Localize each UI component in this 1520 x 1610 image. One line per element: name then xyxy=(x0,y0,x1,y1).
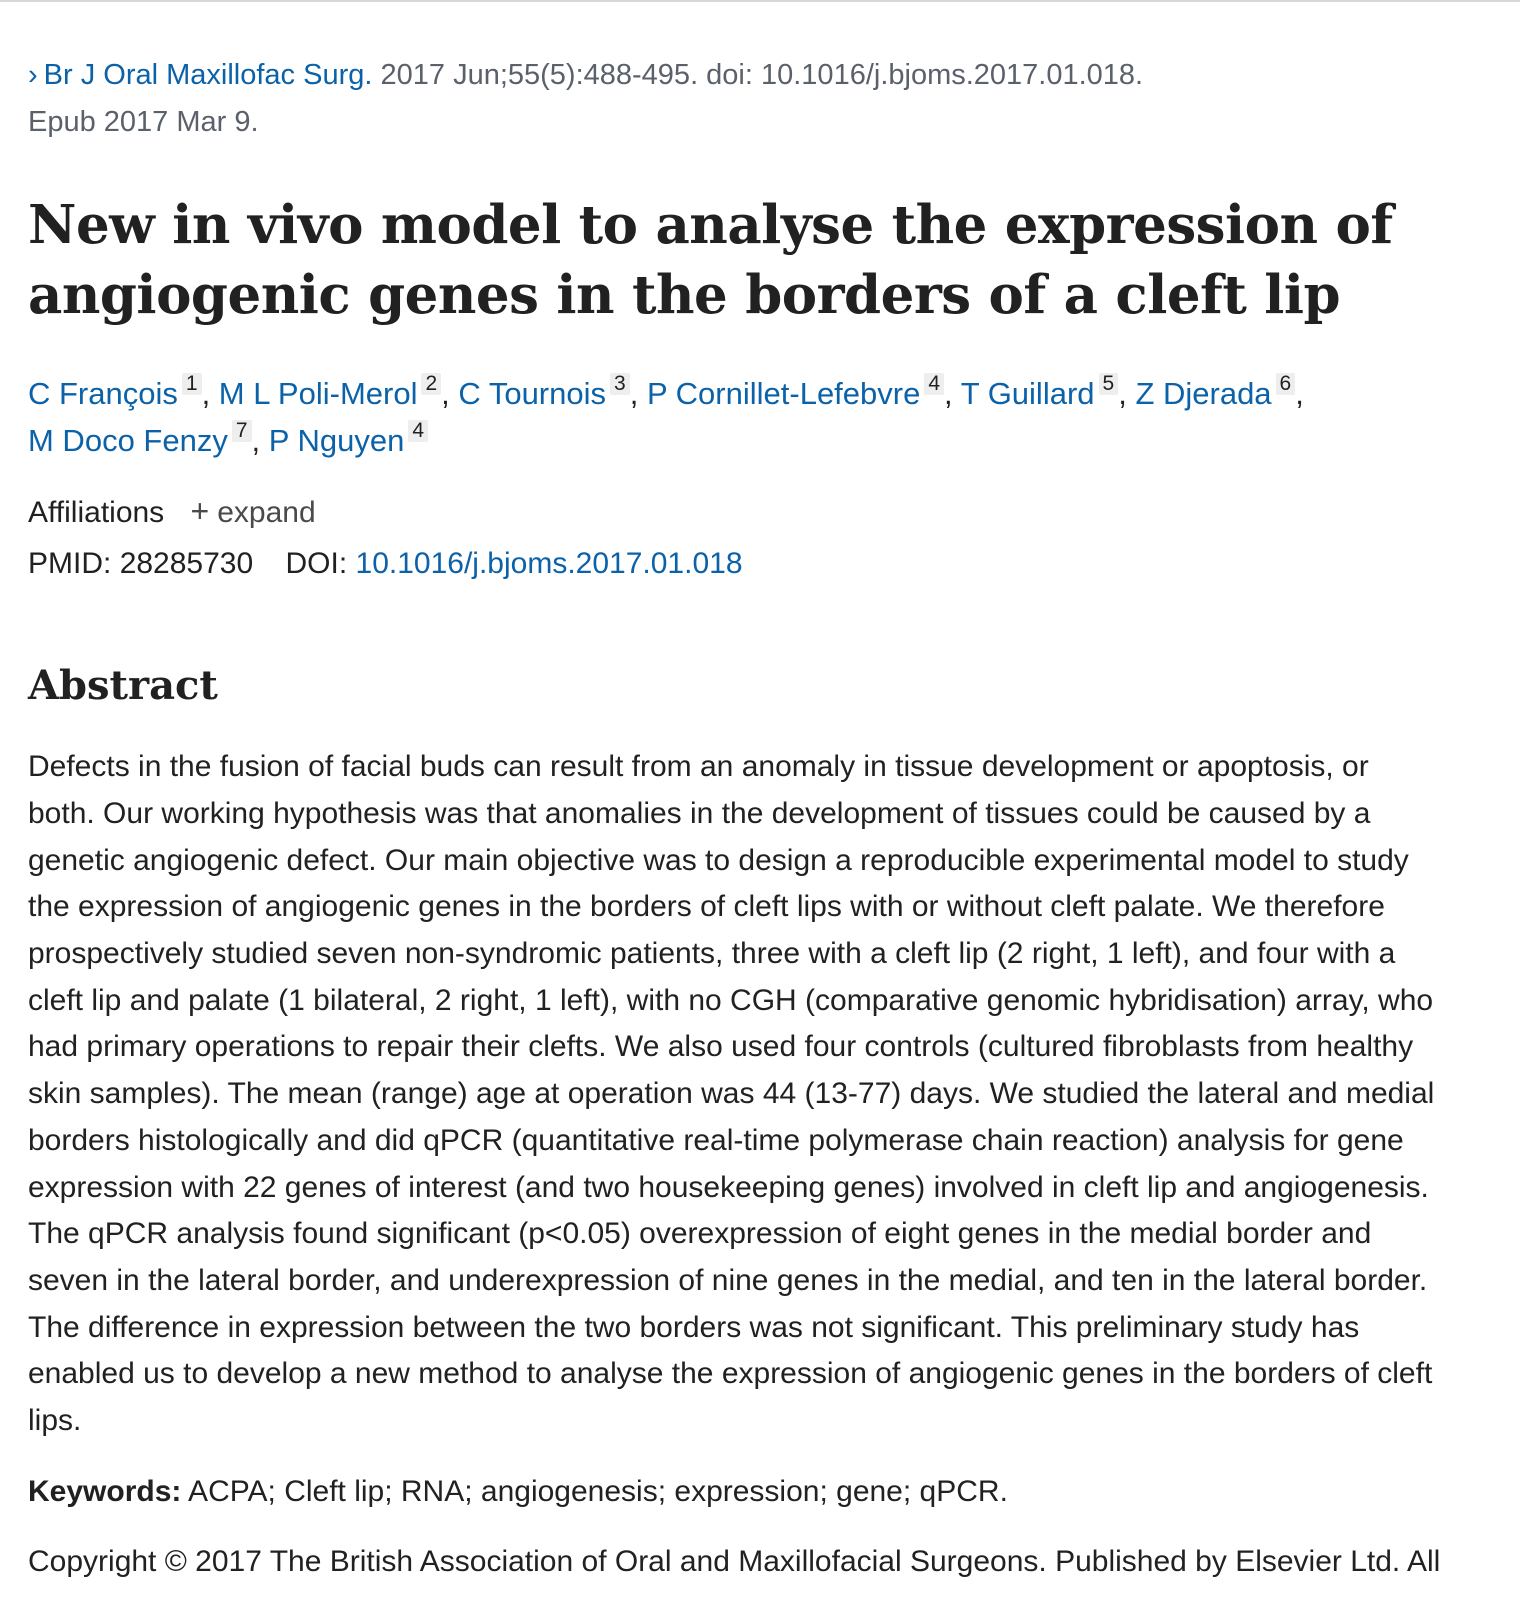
doi-link[interactable]: 10.1016/j.bjoms.2017.01.018 xyxy=(355,547,743,580)
keywords-value: ACPA; Cleft lip; RNA; angiogenesis; expression; gene; qPCR. xyxy=(181,1474,1008,1508)
expand-label: expand xyxy=(217,496,316,529)
affiliations-expand-button[interactable] xyxy=(190,493,316,529)
affiliation-ref[interactable]: 5 xyxy=(1099,373,1119,395)
author-list: C François $^1$ , M L Poli-Merol $^2$ , C Tournois $^3$ , P Cornillet-Lefebvre $^4$ , T Guillard $^5$ , Z Djerada $^6$ , M Doco Fenzy $^7$ , P Nguyen $^4$ xyxy=(28,372,1304,458)
pmid-value: 28285730 xyxy=(119,547,254,580)
journal-link[interactable]: Br J Oral Maxillofac Surg. xyxy=(43,59,373,91)
affiliation-ref[interactable]: 7 xyxy=(232,420,252,442)
author-link[interactable]: M L Poli-Merol xyxy=(218,376,418,411)
affiliation-ref[interactable]: 2 xyxy=(421,373,441,395)
epub-date: Epub 2017 Mar 9. xyxy=(28,106,259,138)
top-divider xyxy=(0,0,1520,2)
citation xyxy=(28,52,1468,146)
copyright-notice: Copyright © 2017 The British Association of Oral and Maxillofacial Surgeons. Published by Elsevier Ltd. All xyxy=(28,1544,1441,1578)
chevron-right-icon[interactable]: › xyxy=(28,59,38,91)
doi-label: DOI: xyxy=(285,547,348,580)
abstract-heading: Abstract xyxy=(28,662,218,709)
author-link[interactable]: C Tournois xyxy=(458,376,607,411)
author-link[interactable]: Z Djerada xyxy=(1135,376,1272,411)
plus-icon: + xyxy=(190,493,210,529)
affiliations-row xyxy=(28,488,1468,536)
keywords xyxy=(28,1469,1468,1515)
author-link[interactable]: M Doco Fenzy xyxy=(28,423,228,458)
identifiers-row xyxy=(28,540,1468,587)
affiliation-ref[interactable]: 1 xyxy=(182,373,202,395)
affiliation-ref[interactable]: 3 xyxy=(610,373,630,395)
abstract-text: Defects in the fusion of facial buds can result from an anomaly in tissue development or apoptosis, or both. Our working hypothesis was that anomalies in the development of tissues could be caused by a genetic angiogenic defect. Our main objective was to design a reproducible experimental model to study the expression of angiogenic genes in the borders of cleft lips with or without cleft palate. We therefore prospectively studied seven non-syndromic patients, three with a cleft lip (2 right, 1 left), and four with a cleft lip and palate (1 bilateral, 2 right, 1 left), with no CGH (comparative genomic hybridisation) array, who had primary operations to repair their clefts. We also used four controls (cultured fibroblasts from healthy skin samples). The mean (range) age at operation was 44 (13-77) days. We studied the lateral and medial borders histologically and did qPCR (quantitative real-time polymerase chain reaction) analysis for gene expression with 22 genes of interest (and two housekeeping genes) involved in cleft lip and angiogenesis. The qPCR analysis found significant (p<0.05) overexpression of eight genes in the medial border and seven in the lateral border, and underexpression of nine genes in the medial, and ten in the lateral border. The difference in expression between the two borders was not significant. This preliminary study has enabled us to develop a new method to analyse the expression of angiogenic genes in the borders of cleft lips. xyxy=(28,750,1435,1438)
author-link[interactable]: T Guillard xyxy=(960,376,1095,411)
article-page xyxy=(28,52,1468,1585)
affiliation-ref[interactable]: 6 xyxy=(1276,373,1296,395)
keywords-label: Keywords: xyxy=(28,1474,182,1508)
citation-details: 2017 Jun;55(5):488-495. doi: 10.1016/j.bjoms.2017.01.018. xyxy=(372,59,1144,91)
affiliations-label: Affiliations xyxy=(28,496,165,529)
pmid-label: PMID: xyxy=(28,547,112,580)
author-link[interactable]: P Nguyen xyxy=(268,423,405,458)
author-link[interactable]: C François xyxy=(28,376,178,411)
page-title: New in vivo model to analyse the expression of angiogenic genes in the borders of a cleft lip xyxy=(28,194,1393,326)
affiliation-ref[interactable]: 4 xyxy=(924,373,944,395)
author-link[interactable]: P Cornillet-Lefebvre xyxy=(646,376,921,411)
affiliation-ref[interactable]: 4 xyxy=(408,420,428,442)
